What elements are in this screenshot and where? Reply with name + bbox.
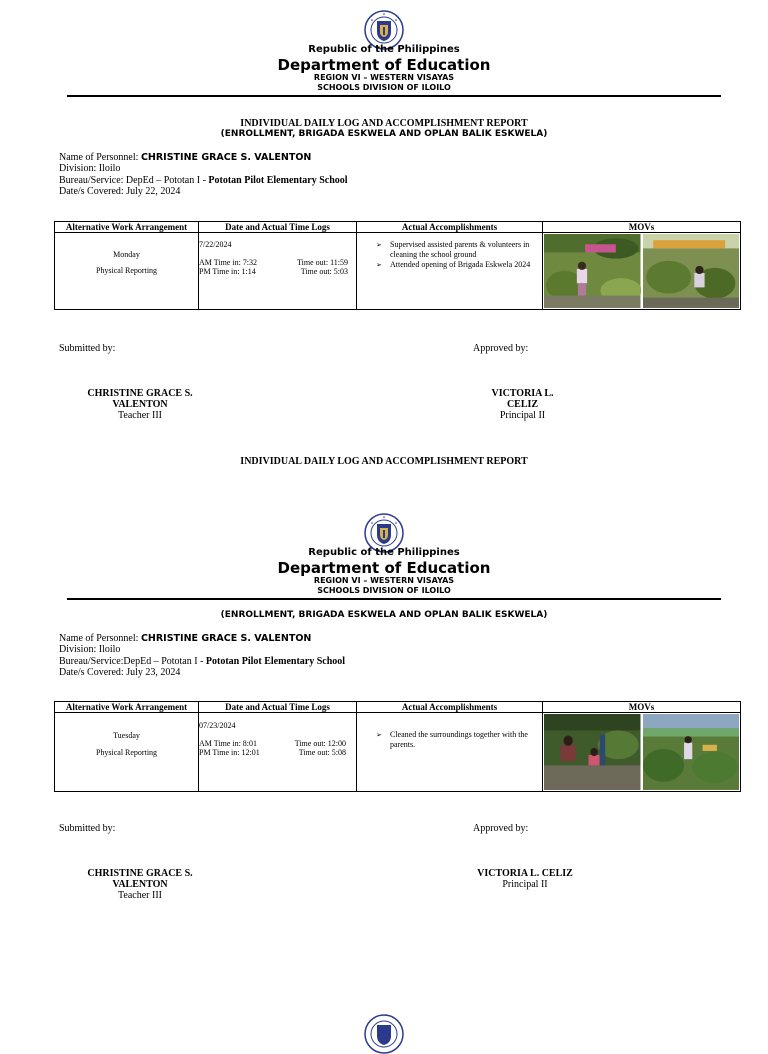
submitter-name: CHRISTINE GRACE S. VALENTON bbox=[87, 388, 193, 410]
report-subtitle: (ENROLLMENT, BRIGADA ESKWELA AND OPLAN BALIK ESKWELA) bbox=[220, 610, 548, 620]
name-label: Name of Personnel: bbox=[59, 633, 139, 644]
arrangement-cell bbox=[55, 233, 199, 310]
submitter-position: Teacher III bbox=[118, 890, 162, 901]
pm-time-in: PM Time in: 12:01 bbox=[199, 748, 260, 757]
table-row bbox=[55, 233, 741, 310]
accomplishments-cell bbox=[357, 233, 543, 310]
report-title: INDIVIDUAL DAILY LOG AND ACCOMPLISHMENT REPORT bbox=[240, 118, 528, 129]
department-heading: Department of Education bbox=[277, 559, 491, 577]
table-row bbox=[55, 713, 741, 792]
col-accomplishments: Actual Accomplishments bbox=[357, 702, 543, 713]
mov-photo-school-grounds bbox=[643, 714, 740, 790]
approved-by-label: Approved by: bbox=[473, 343, 529, 354]
mov-photo-brigada-volunteers bbox=[643, 234, 740, 308]
am-time-out: Time out: 12:00 bbox=[294, 739, 346, 748]
arrangement: Physical Reporting bbox=[95, 266, 158, 275]
approver-position: Principal II bbox=[502, 879, 548, 890]
log-date: 7/22/2024 bbox=[199, 240, 232, 249]
submitter-block bbox=[59, 868, 221, 901]
mov-photo-garden-cleaning bbox=[544, 234, 641, 308]
pm-time-out: Time out: 5:03 bbox=[300, 267, 348, 276]
movs-cell bbox=[543, 233, 741, 310]
accomplishments-cell bbox=[357, 713, 543, 792]
am-time-in: AM Time in: 8:01 bbox=[199, 739, 258, 748]
personnel-name: CHRISTINE GRACE S. VALENTON bbox=[140, 633, 312, 644]
list-item: ➢ Cleaned the surroundings together with the parents. bbox=[357, 730, 542, 750]
header-divider bbox=[67, 598, 721, 600]
mov-photo-parents-cleaning bbox=[544, 714, 641, 790]
submitted-by-label: Submitted by: bbox=[59, 343, 116, 354]
arrangement-cell bbox=[55, 713, 199, 792]
submitter-position: Teacher III bbox=[118, 410, 162, 421]
approver-block bbox=[475, 868, 575, 890]
arrangement: Physical Reporting bbox=[95, 748, 158, 757]
day: Tuesday bbox=[113, 731, 140, 740]
submitter-name: CHRISTINE GRACE S. VALENTON bbox=[87, 868, 193, 890]
dates-covered: Date/s Covered: July 22, 2024 bbox=[59, 185, 181, 197]
col-movs: MOVs bbox=[543, 222, 741, 233]
personnel-info bbox=[59, 152, 348, 197]
bureau-label: Bureau/Service:DepEd – Pototan I - bbox=[59, 655, 204, 667]
section-title: INDIVIDUAL DAILY LOG AND ACCOMPLISHMENT REPORT bbox=[240, 456, 528, 467]
bureau-label: Bureau/Service: DepEd – Pototan I - bbox=[59, 174, 206, 186]
movs-cell bbox=[543, 713, 741, 792]
am-time-in: AM Time in: 7:32 bbox=[199, 258, 258, 267]
school-name: Pototan Pilot Elementary School bbox=[208, 174, 348, 186]
personnel-info bbox=[59, 633, 345, 678]
school-name: Pototan Pilot Elementary School bbox=[205, 655, 346, 667]
submitter-block bbox=[59, 388, 221, 421]
dates-covered: Date/s Covered: July 23, 2024 bbox=[59, 666, 181, 678]
department-heading: Department of Education bbox=[277, 56, 491, 74]
division-heading: SCHOOLS DIVISION OF ILOILO bbox=[317, 83, 451, 92]
am-time-out: Time out: 11:59 bbox=[297, 258, 348, 267]
personnel-name: CHRISTINE GRACE S. VALENTON bbox=[140, 152, 312, 163]
col-arrangement: Alternative Work Arrangement bbox=[55, 702, 199, 713]
approver-block bbox=[475, 388, 570, 421]
division-heading: SCHOOLS DIVISION OF ILOILO bbox=[317, 586, 451, 595]
day: Monday bbox=[113, 250, 140, 259]
log-table bbox=[54, 701, 741, 792]
col-accomplishments: Actual Accomplishments bbox=[357, 222, 543, 233]
republic-heading: Republic of the Philippines bbox=[308, 547, 460, 558]
header-divider bbox=[67, 95, 721, 97]
report-subtitle: (ENROLLMENT, BRIGADA ESKWELA AND OPLAN BALIK ESKWELA) bbox=[220, 129, 548, 139]
submitted-by-label: Submitted by: bbox=[59, 823, 116, 834]
name-label: Name of Personnel: bbox=[59, 152, 139, 163]
col-arrangement: Alternative Work Arrangement bbox=[55, 222, 199, 233]
pm-time-in: PM Time in: 1:14 bbox=[199, 267, 256, 276]
division-line: Division: Iloilo bbox=[59, 644, 121, 656]
log-date: 07/23/2024 bbox=[199, 721, 236, 730]
col-time-logs: Date and Actual Time Logs bbox=[199, 222, 357, 233]
deped-seal-icon bbox=[364, 1014, 404, 1054]
approver-position: Principal II bbox=[499, 410, 546, 421]
col-time-logs: Date and Actual Time Logs bbox=[199, 702, 357, 713]
division-line: Division: Iloilo bbox=[59, 163, 121, 175]
approver-name: VICTORIA L. CELIZ bbox=[477, 868, 573, 879]
region-heading: REGION VI – WESTERN VISAYAS bbox=[313, 73, 455, 82]
region-heading: REGION VI – WESTERN VISAYAS bbox=[313, 576, 455, 585]
approved-by-label: Approved by: bbox=[473, 823, 529, 834]
approver-name: VICTORIA L. CELIZ bbox=[491, 388, 554, 410]
time-logs-cell bbox=[199, 713, 357, 792]
pm-time-out: Time out: 5:08 bbox=[298, 748, 346, 757]
time-logs-cell bbox=[199, 233, 357, 310]
republic-heading: Republic of the Philippines bbox=[308, 44, 460, 55]
list-item: ➢ Supervised assisted parents & volunteers in cleaning the school ground bbox=[357, 240, 542, 260]
log-table bbox=[54, 221, 741, 310]
col-movs: MOVs bbox=[543, 702, 741, 713]
list-item: ➢ Attended opening of Brigada Eskwela 2024 bbox=[357, 260, 542, 270]
